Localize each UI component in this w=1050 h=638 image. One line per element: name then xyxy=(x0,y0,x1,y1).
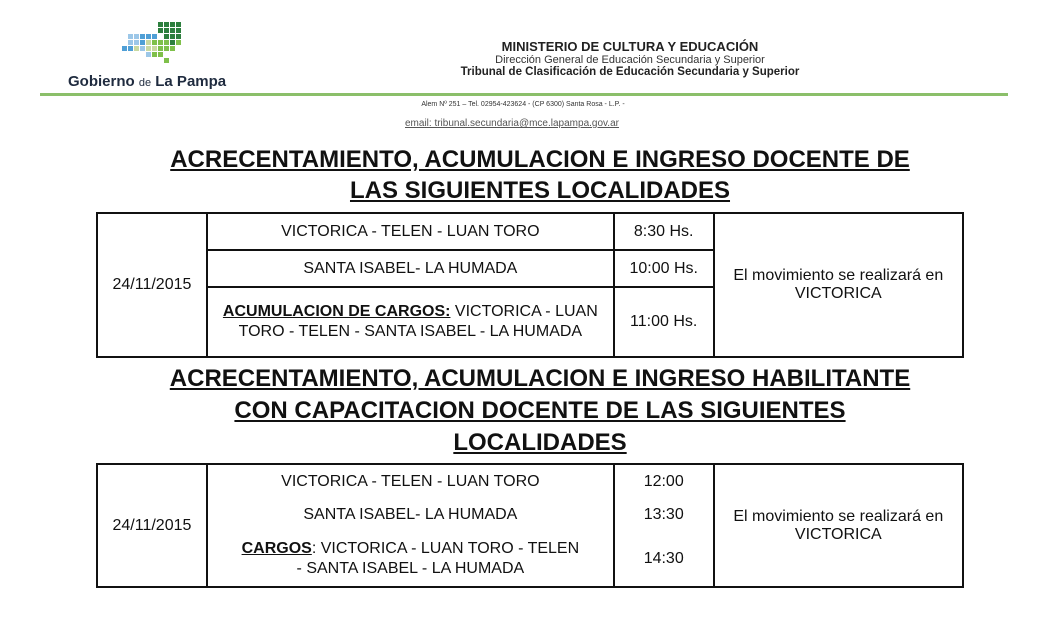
place-label: ACUMULACION DE CARGOS: xyxy=(222,303,451,320)
date-cell: 24/11/2015 xyxy=(97,464,207,587)
schedule-table-2 xyxy=(96,463,964,588)
la-pampa-pixel-logo-icon xyxy=(122,22,190,64)
email-link[interactable]: email: tribunal.secundaria@mce.lapampa.gov.ar xyxy=(405,118,619,129)
place-cell: CARGOS: VICTORICA - LUAN TORO - TELEN - SANTA ISABEL - LA HUMADA xyxy=(207,532,614,587)
address-line: Alem Nº 251 – Tel. 02954-423624 - (CP 6300) Santa Rosa - L.P. - xyxy=(421,101,625,108)
note-cell: El movimiento se realizará en VICTORICA xyxy=(714,213,963,357)
place-cell: SANTA ISABEL- LA HUMADA xyxy=(207,498,614,532)
direction-name: Dirección General de Educación Secundaria y Superior xyxy=(495,54,765,66)
ministry-title: MINISTERIO DE CULTURA Y EDUCACIÓN xyxy=(501,39,759,54)
section2-title-line2: CON CAPACITACION DOCENTE DE LAS SIGUIENTES xyxy=(234,397,846,424)
place-cell: VICTORICA - TELEN - LUAN TORO xyxy=(207,213,614,250)
place-cell: SANTA ISABEL- LA HUMADA xyxy=(207,250,614,287)
section2-title-line1: ACRECENTAMIENTO, ACUMULACION E INGRESO HABILITANTE xyxy=(169,365,911,392)
note-cell: El movimiento se realizará en VICTORICA xyxy=(714,464,963,587)
time-cell: 8:30 Hs. xyxy=(614,213,714,250)
logo-text: Gobierno de La Pampa xyxy=(68,73,227,90)
schedule-table-1 xyxy=(96,212,964,358)
letterhead xyxy=(430,39,830,78)
place-cell: VICTORICA - TELEN - LUAN TORO xyxy=(207,464,614,498)
date-cell: 24/11/2015 xyxy=(97,213,207,357)
tribunal-name: Tribunal de Clasificación de Educación Secundaria y Superior xyxy=(460,66,800,78)
time-cell: 13:30 xyxy=(614,498,714,532)
time-cell: 14:30 xyxy=(614,532,714,587)
place-cell: ACUMULACION DE CARGOS: VICTORICA - LUAN TORO - TELEN - SANTA ISABEL - LA HUMADA xyxy=(207,287,614,357)
section1-title-line2: LAS SIGUIENTES LOCALIDADES xyxy=(349,177,731,204)
place-label: CARGOS xyxy=(241,540,312,557)
time-cell: 10:00 Hs. xyxy=(614,250,714,287)
section2-title-line3: LOCALIDADES xyxy=(453,429,627,456)
section1-title-line1: ACRECENTAMIENTO, ACUMULACION E INGRESO DOCENTE DE xyxy=(170,146,910,173)
header-divider xyxy=(40,93,1008,96)
time-cell: 12:00 xyxy=(614,464,714,498)
time-cell: 11:00 Hs. xyxy=(614,287,714,357)
